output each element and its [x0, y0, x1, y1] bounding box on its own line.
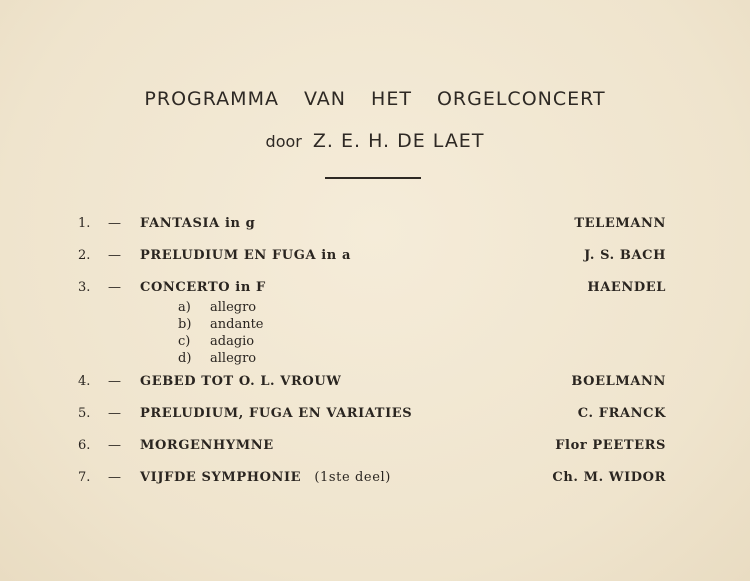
- item-number: 3.: [78, 280, 91, 295]
- page-title: PROGRAMMA VAN HET ORGELCONCERT: [144, 88, 606, 110]
- item-number: 4.: [78, 374, 91, 389]
- movement-letter: c): [178, 334, 191, 349]
- movement-name: andante: [210, 317, 264, 332]
- piece-note: (1ste deel): [314, 470, 391, 485]
- composer-name: HAENDEL: [587, 280, 666, 295]
- performer-line: [0, 130, 750, 152]
- program-item: [0, 470, 750, 490]
- composer-name: Ch. M. WIDOR: [552, 470, 666, 485]
- movement-item: [178, 334, 254, 352]
- movement-letter: a): [178, 300, 191, 315]
- composer-name: TELEMANN: [574, 216, 666, 231]
- piece-title: PRELUDIUM EN FUGA in a: [140, 248, 351, 263]
- movement-name: allegro: [210, 351, 257, 366]
- program-item: [0, 280, 750, 300]
- piece-title: GEBED TOT O. L. VROUW: [140, 374, 342, 389]
- item-dash: —: [108, 374, 121, 389]
- title-divider: [325, 177, 421, 179]
- item-dash: —: [108, 280, 121, 295]
- item-dash: —: [108, 248, 121, 263]
- item-number: 5.: [78, 406, 91, 421]
- piece-title: VIJFDE SYMPHONIE: [140, 470, 302, 485]
- movement-name: adagio: [210, 334, 255, 349]
- item-number: 6.: [78, 438, 91, 453]
- item-number: 2.: [78, 248, 91, 263]
- movement-letter: b): [178, 317, 192, 332]
- composer-name: BOELMANN: [571, 374, 666, 389]
- piece-title: FANTASIA in g: [140, 216, 256, 231]
- movement-letter: d): [178, 351, 192, 366]
- composer-name: C. FRANCK: [577, 406, 666, 421]
- piece-title-with-note: [140, 470, 391, 485]
- composer-name: J. S. BACH: [584, 248, 666, 263]
- movement-item: [178, 300, 256, 318]
- item-dash: —: [108, 438, 121, 453]
- program-item: [0, 216, 750, 236]
- item-dash: —: [108, 470, 121, 485]
- item-dash: —: [108, 406, 121, 421]
- piece-title: MORGENHYMNE: [140, 438, 274, 453]
- piece-title: PRELUDIUM, FUGA EN VARIATIES: [140, 406, 413, 421]
- movement-name: allegro: [210, 300, 257, 315]
- movement-item: [178, 351, 256, 369]
- program-item: [0, 406, 750, 426]
- program-item: [0, 248, 750, 268]
- item-number: 7.: [78, 470, 91, 485]
- item-number: 1.: [78, 216, 91, 231]
- program-item: [0, 438, 750, 458]
- program-item: [0, 374, 750, 394]
- composer-name: Flor PEETERS: [555, 438, 666, 453]
- item-dash: —: [108, 216, 121, 231]
- performer-name: Z. E. H. DE LAET: [312, 130, 485, 152]
- movement-item: [178, 317, 264, 335]
- door-label: door: [265, 132, 302, 151]
- piece-title: CONCERTO in F: [140, 280, 266, 295]
